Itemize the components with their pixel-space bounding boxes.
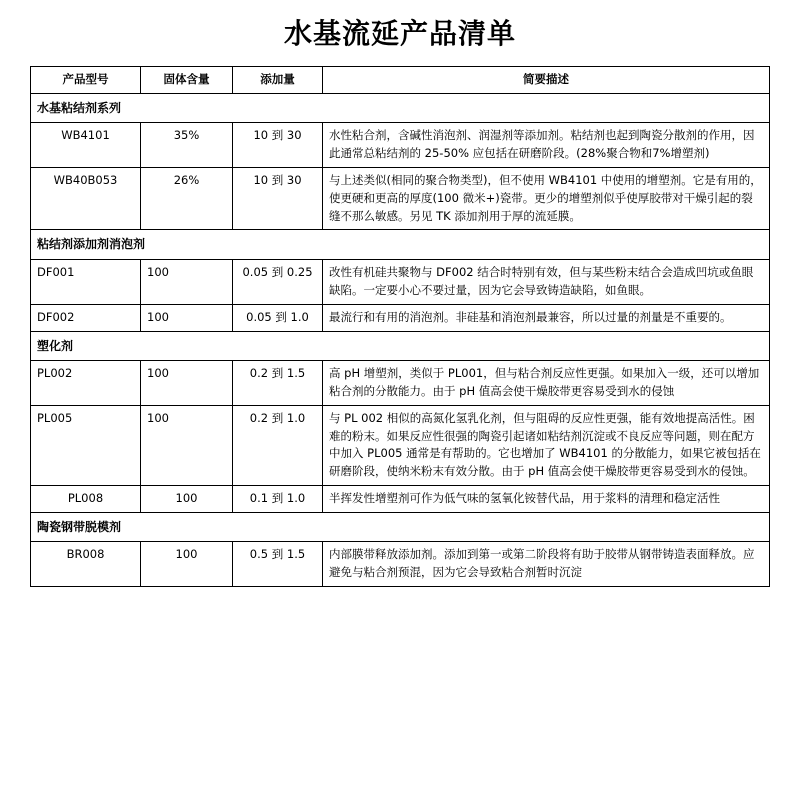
cell-solid-content: 100 — [141, 542, 233, 587]
table-body — [31, 93, 770, 586]
cell-model: DF002 — [31, 304, 141, 331]
cell-dosage: 0.1 到 1.0 — [233, 485, 323, 512]
section-label: 塑化剂 — [31, 331, 770, 361]
table-section-row — [31, 230, 770, 260]
table-header-row — [31, 67, 770, 94]
section-label: 粘结剂添加剂消泡剂 — [31, 230, 770, 260]
column-header-model: 产品型号 — [31, 67, 141, 94]
cell-solid-content: 100 — [141, 361, 233, 406]
cell-dosage: 0.2 到 1.5 — [233, 361, 323, 406]
cell-description: 高 pH 增塑剂，类似于 PL001，但与粘合剂反应性更强。如果加入一级，还可以增加粘合剂的分散能力。由于 pH 值高会使干燥胶带更容易受到水的侵蚀 — [323, 361, 770, 406]
cell-solid-content: 100 — [141, 260, 233, 305]
cell-model: PL005 — [31, 405, 141, 485]
cell-solid-content: 100 — [141, 405, 233, 485]
cell-solid-content: 35% — [141, 123, 233, 168]
table-row — [31, 485, 770, 512]
table-section-row — [31, 331, 770, 361]
column-header-description: 简要描述 — [323, 67, 770, 94]
cell-dosage: 10 到 30 — [233, 123, 323, 168]
cell-description: 半挥发性增塑剂可作为低气味的氢氧化铵替代品，用于浆料的清理和稳定活性 — [323, 485, 770, 512]
table-row — [31, 123, 770, 168]
cell-description: 最流行和有用的消泡剂。非硅基和消泡剂最兼容，所以过量的剂量是不重要的。 — [323, 304, 770, 331]
cell-model: WB4101 — [31, 123, 141, 168]
cell-description: 水性粘合剂，含碱性消泡剂、润湿剂等添加剂。粘结剂也起到陶瓷分散剂的作用，因此通常总粘结剂的 25-50% 应包括在研磨阶段。(28%聚合物和7%增塑剂) — [323, 123, 770, 168]
table-row — [31, 542, 770, 587]
cell-solid-content: 100 — [141, 485, 233, 512]
cell-description: 改性有机硅共聚物与 DF002 结合时特别有效，但与某些粉末结合会造成凹坑或鱼眼缺陷。一定要小心不要过量，因为它会导致铸造缺陷，如鱼眼。 — [323, 260, 770, 305]
table-section-row — [31, 512, 770, 542]
table-header — [31, 67, 770, 94]
column-header-dosage: 添加量 — [233, 67, 323, 94]
page-title: 水基流延产品清单 — [283, 17, 516, 50]
product-table — [30, 66, 770, 587]
section-label: 水基粘结剂系列 — [31, 93, 770, 123]
cell-model: PL008 — [31, 485, 141, 512]
section-label: 陶瓷钢带脱模剂 — [31, 512, 770, 542]
table-row — [31, 304, 770, 331]
cell-dosage: 10 到 30 — [233, 168, 323, 230]
cell-description: 与 PL 002 相似的高氮化氢乳化剂，但与阻碍的反应性更强，能有效地提高活性。困难的粉末。如果反应性很强的陶瓷引起诸如粘结剂沉淀或不良反应等问题，则在配方中加入 PL005 通常是有帮助的。它也增加了 WB4101 的分散能力，如果它被包括在研磨阶段，使纳米粉末有效分散。由于 pH 值高会使干燥胶带更容易受到水的侵蚀。 — [323, 405, 770, 485]
cell-dosage: 0.5 到 1.5 — [233, 542, 323, 587]
cell-description: 内部膜带释放添加剂。添加到第一或第二阶段将有助于胶带从钢带铸造表面释放。应避免与粘合剂预混，因为它会导致粘合剂暂时沉淀 — [323, 542, 770, 587]
cell-model: BR008 — [31, 542, 141, 587]
cell-model: WB40B053 — [31, 168, 141, 230]
cell-solid-content: 100 — [141, 304, 233, 331]
cell-model: DF001 — [31, 260, 141, 305]
table-row — [31, 405, 770, 485]
cell-solid-content: 26% — [141, 168, 233, 230]
column-header-solid-content: 固体含量 — [141, 67, 233, 94]
cell-dosage: 0.05 到 1.0 — [233, 304, 323, 331]
table-row — [31, 168, 770, 230]
cell-description: 与上述类似(相同的聚合物类型)，但不使用 WB4101 中使用的增塑剂。它是有用的，使更硬和更高的厚度(100 微米+)瓷带。更少的增塑剂似乎使厚胶带对干燥引起的裂缝不那么敏感。另见 TK 添加剂用于厚的流延膜。 — [323, 168, 770, 230]
table-row — [31, 361, 770, 406]
table-row — [31, 260, 770, 305]
table-section-row — [31, 93, 770, 123]
cell-dosage: 0.2 到 1.0 — [233, 405, 323, 485]
cell-dosage: 0.05 到 0.25 — [233, 260, 323, 305]
cell-model: PL002 — [31, 361, 141, 406]
